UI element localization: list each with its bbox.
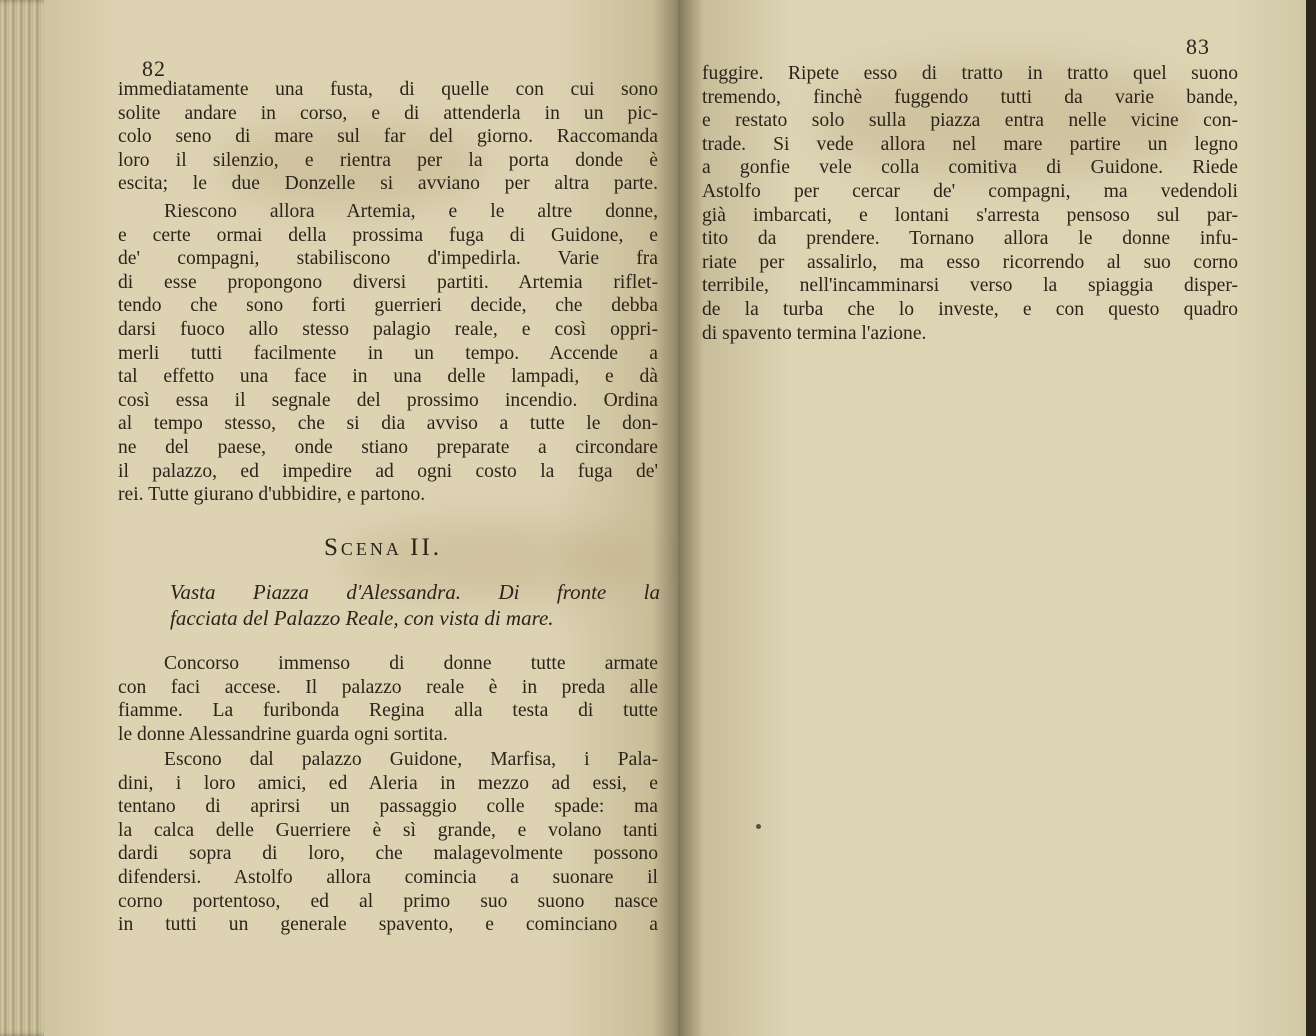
text-line: tendo che sono forti guerrieri decide, che debba	[118, 295, 658, 317]
right-page	[678, 0, 1306, 1036]
paragraph-continuation	[702, 62, 1238, 345]
text-line: riate per assalirlo, ma esso ricorrendo al suo corno	[702, 251, 1238, 273]
text-line: tito da prendere. Tornano allora le donne infu-	[702, 228, 1238, 250]
text-line: solite andare in corso, e di attenderla in un pic-	[118, 102, 658, 124]
text-line: fiamme. La furibonda Regina alla testa di tutte	[118, 700, 658, 722]
paragraph-2	[118, 200, 658, 507]
text-line: così essa il segnale del prossimo incendio. Ordina	[118, 389, 658, 411]
text-line: rei. Tutte giurano d'ubbidire, e partono.	[118, 484, 426, 506]
text-line: loro il silenzio, e rientra per la porta donde è	[118, 149, 658, 171]
right-edge	[1306, 0, 1316, 1036]
text-line: Escono dal palazzo Guidone, Marfisa, i Pala-	[164, 749, 658, 770]
text-line: a gonfie vele colla comitiva di Guidone. Riede	[702, 157, 1238, 179]
text-line: e restato solo sulla piazza entra nelle vicine con-	[702, 110, 1238, 132]
scene-setting	[170, 579, 660, 631]
text-line: la calca delle Guerriere è sì grande, e volano tanti	[118, 819, 658, 841]
text-line: Astolfo per cercar de' compagni, ma vedendoli	[702, 180, 1238, 202]
text-line: darsi fuoco allo stesso palagio reale, e così oppri-	[118, 318, 658, 340]
page-number: 83	[1186, 34, 1210, 59]
text-line: tentano di aprirsi un passaggio colle spade: ma	[118, 796, 658, 818]
scene-heading-initial: S	[324, 534, 341, 561]
text-line: il palazzo, ed impedire ad ogni costo la fuga de'	[118, 460, 658, 482]
scene-heading	[324, 534, 442, 562]
scene-heading-word: CENA	[340, 539, 402, 559]
left-page	[44, 0, 678, 1036]
text-line: in tutti un generale spavento, e cominciano a	[118, 914, 658, 936]
text-line: dini, i loro amici, ed Aleria in mezzo ad essi, e	[118, 772, 658, 794]
text-line: tremendo, finchè fuggendo tutti da varie bande,	[702, 86, 1238, 108]
paragraph-1	[118, 78, 658, 196]
text-line: difendersi. Astolfo allora comincia a suonare il	[118, 866, 658, 888]
text-line: già imbarcati, e lontani s'arresta pensoso sul par-	[702, 204, 1238, 226]
text-line: ne del paese, onde stiano preparate a circondare	[118, 436, 658, 458]
text-line: dardi sopra di loro, che malagevolmente possono	[118, 843, 658, 865]
text-line: Concorso immenso di donne tutte armate	[164, 653, 658, 674]
paragraph-4	[118, 748, 658, 937]
text-line: trade. Si vede allora nel mare partire un legno	[702, 133, 1238, 155]
text-line: colo seno di mare sul far del giorno. Raccomanda	[118, 126, 658, 148]
text-line: al tempo stesso, che si dia avviso a tutte le don-	[118, 413, 658, 435]
setting-line: Vasta Piazza d'Alessandra. Di fronte la	[170, 580, 660, 604]
text-line: corno portentoso, ed al primo suo suono nasce	[118, 890, 658, 912]
text-line: merli tutti facilmente in un tempo. Accende a	[118, 342, 658, 364]
scene-heading-number: II.	[410, 534, 443, 561]
text-line: immediatamente una fusta, di quelle con cui sono	[118, 79, 658, 100]
paragraph-3	[118, 652, 658, 746]
ink-speck	[756, 824, 761, 829]
text-line: di spavento termina l'azione.	[702, 322, 927, 344]
text-line: tal effetto una face in una delle lampadi, e dà	[118, 366, 658, 388]
text-line: con faci accese. Il palazzo reale è in preda alle	[118, 676, 658, 698]
text-line: e certe ormai della prossima fuga di Guidone, e	[118, 224, 658, 246]
text-line: de la turba che lo investe, e con questo quadro	[702, 298, 1238, 320]
text-line: fuggire. Ripete esso di tratto in tratto quel suono	[702, 63, 1238, 84]
text-line: le donne Alessandrine guarda ogni sortita.	[118, 723, 448, 745]
text-line: terribile, nell'incamminarsi verso la spiaggia disper-	[702, 275, 1238, 297]
text-line: de' compagni, stabiliscono d'impedirla. Varie fra	[118, 248, 658, 270]
page-number: 82	[142, 56, 166, 81]
text-line: escita; le due Donzelle si avviano per altra parte.	[118, 173, 658, 195]
text-line: di esse propongono diversi partiti. Artemia riflet-	[118, 271, 658, 293]
text-line: Riescono allora Artemia, e le altre donne,	[164, 201, 658, 222]
setting-line: facciata del Palazzo Reale, con vista di mare.	[170, 606, 554, 630]
